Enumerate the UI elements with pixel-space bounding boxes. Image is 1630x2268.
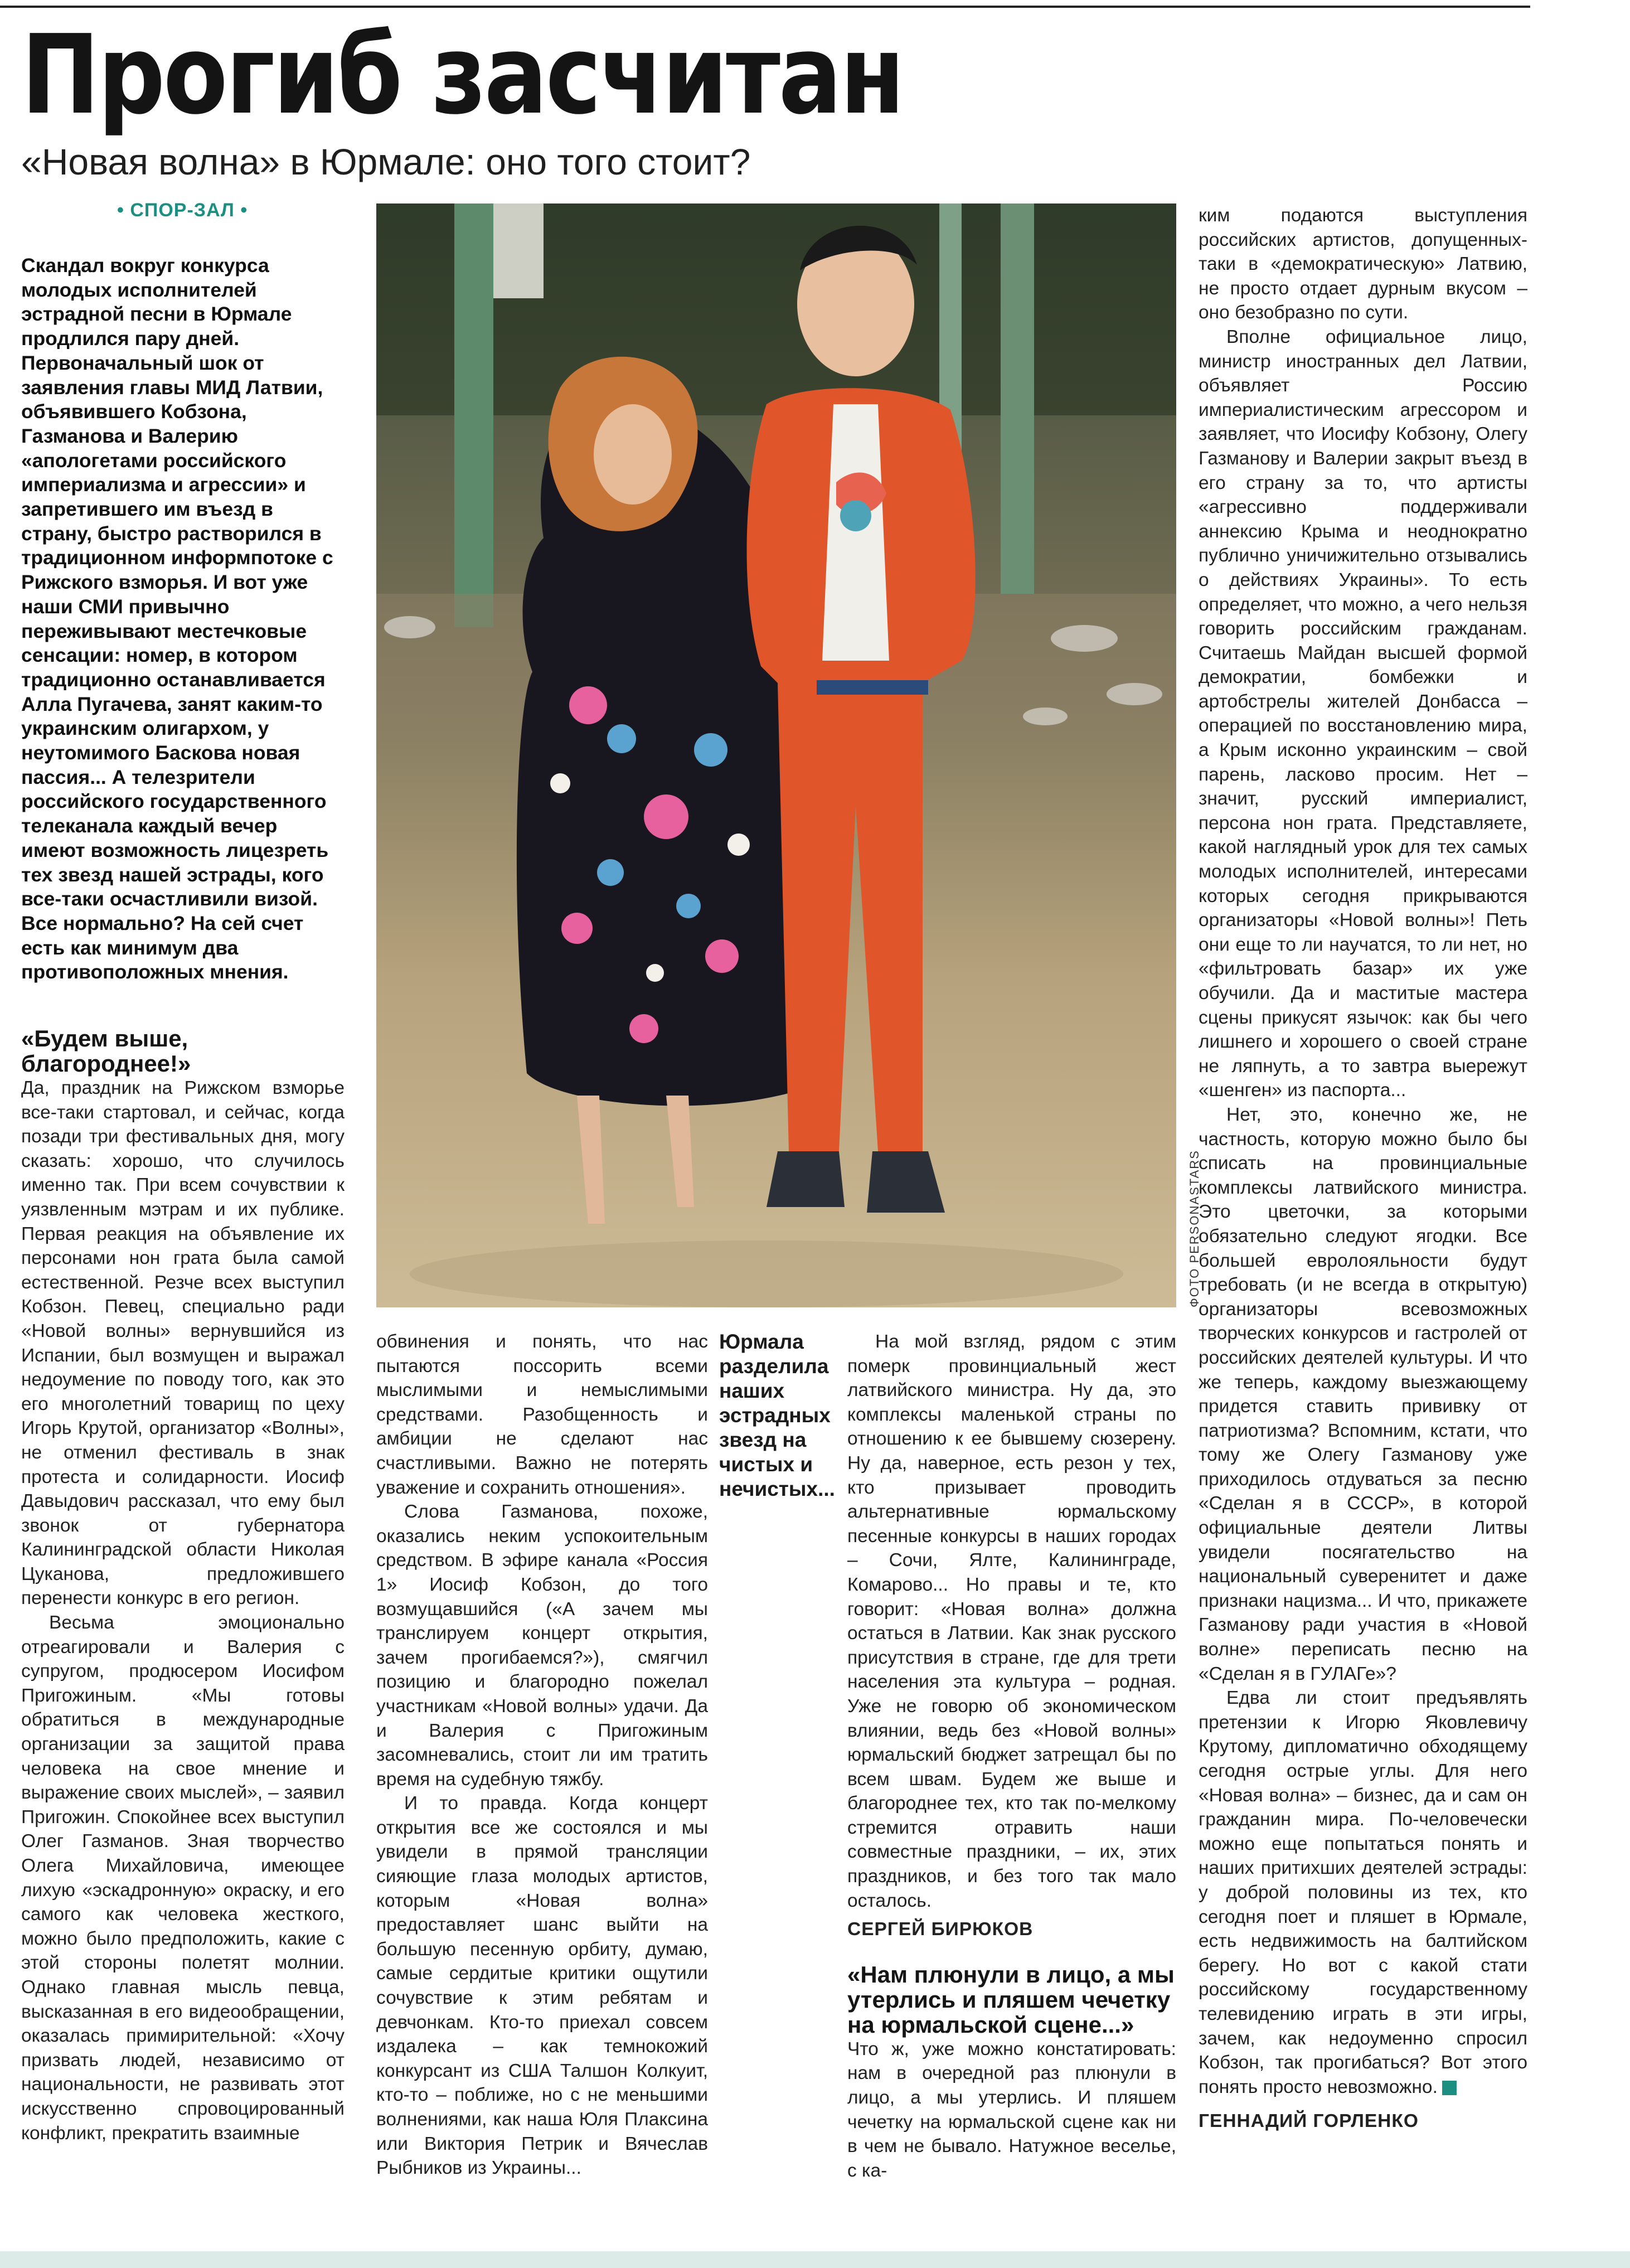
column-1 xyxy=(21,1026,345,2145)
photo-credit: ФОТО PERSONASTARS xyxy=(1187,1150,1201,1307)
subheading-part-2: «Нам плюнули в лицо, а мы утерлись и пляшем чечетку на юрмальской сцене...» xyxy=(847,1961,1175,2038)
author-signature: ГЕННАДИЙ ГОРЛЕНКО xyxy=(1199,2111,1419,2132)
headline: Прогиб засчитан xyxy=(21,12,903,139)
paragraph: Да, праздник на Рижском взморье все-таки стартовал, и сейчас, когда позади три фестивальных дня, могу сказать: хорошо, что случилось именно так. При всем сочувствии к уязвленным мэтрам и их публике. Первая реакция на объявление их персонами нон грата была самой естественной. Резче всех выступил Кобзон. Певец, специально ради «Новой волны» вернувшийся из Испании, был возмущен и выражал недоумение по поводу того, как это его многолетний товарищ по цеху Игорь Крутой, организатор «Волны», не отменил фестиваль в знак протеста и солидарности. Иосиф Давыдович рассказал, что ему был звонок от губернатора Калининградской области Николая Цуканова, предложившего перенести конкурс в его регион. xyxy=(21,1078,345,1609)
column-4 xyxy=(1199,203,1527,2134)
paragraph: И то правда. Когда концерт открытия все же состоялся и мы увидели в прямой трансляции сияющие глаза молодых артистов, которым «Новая волна» предоставляет шанс выйти на большую песенную орбиту, думаю, самые сердитые критики ощутили сочувствие к этим ребятам и девчонкам. Кто-то приехал совсем издалека – как темнокожий конкурсант из США Талшон Колкуит, кто-то – поближе, но с не меньшими волнениями, как наша Юля Плаксина или Виктория Петрик и Вячеслав Рыбников из Украины... xyxy=(376,1793,708,2179)
paragraph: Весьма эмоционально отреагировали и Валерия с супругом, продюсером Иосифом Пригожиным. «Мы готовы обратиться в международные организации за защитой права человека на свое мнение и выражение своих мыслей», – заявил Пригожин. Спокойнее всех выступил Олег Газманов. Зная творчество Олега Михайловича, имеющее лихую «эскадронную» окраску, и его самого как человека жесткого, можно было предположить, какие с этой стороны полетят молнии. Однако главная мысль певца, высказанная в его видеообращении, оказалась примирительной: «Хочу призвать людей, независимо от национальности, не развивать этот искусственно спровоцированный конфликт, прекратить взаимные xyxy=(21,1612,345,2144)
photo-celebrities xyxy=(376,203,1176,1307)
pull-quote: Юрмала разделила наших эстрадных звезд на чистых и нечистых... xyxy=(719,1330,835,1500)
paragraph: Вполне официальное лицо, министр иностранных дел Латвии, объявляет Россию империалистическим агрессором и заявляет, что Иосифу Кобзону, Олегу Газманову и Валерии закрыт въезд в его страну за то, что артисты «агрессивно поддерживали аннексию Крыма и неоднократно публично уничижительно отзывались о действиях Украины». То есть определяет, что можно, а чего нельзя говорить российским гражданам. Считаешь Майдан высшей формой демократии, бомбежки и артобстрелы жителей Донбасса – операцией по восстановлению мира, а Крым исконно украинским – свой парень, ласково просим. Нет – значит, русский империалист, персона нон грата. Представляете, какой наглядный урок для тех самых молодых исполнителей, интересами которых сегодня прикрываются организаторы «Новой волны»! Петь они еще то ли научатся, то ли нет, но «фильтровать базар» их уже обучили. Да и маститые мастера сцены прикусят язычок: как бы чего лишнего и хорошего о своей стране не ляпнуть, а то завтра выережут «шенген» из паспорта... xyxy=(1199,326,1527,1101)
paragraph: ким подаются выступления российских артистов, допущенных-таки в «демократическую» Латвию, не просто отдает дурным вкусом – оно безобразно по сути. xyxy=(1199,205,1527,323)
photo-illustration xyxy=(376,203,1176,1307)
top-rule xyxy=(0,6,1530,8)
lead-paragraph: Скандал вокруг конкурса молодых исполнителей эстрадной песни в Юрмале продлился пару дней. Первоначальный шок от заявления главы МИД Латвии, объявившего Кобзона, Газманова и Валерию «апологетами российского империализма и агрессии» и запретившего им въезд в страну, быстро растворился в традиционном информпотоке с Рижского взморья. И вот уже наши СМИ привычно переживывают местечковые сенсации: номер, в котором традиционно останавливается Алла Пугачева, занят каким-то украинским олигархом, у неутомимого Баскова новая пассия... А телезрители российского государственного телеканала каждый вечер имеют возможность лицезреть тех звезд нашей эстрады, кого все-таки осчастливили визой. Все нормально? На сей счет есть как минимум два противоположных мнения. xyxy=(21,254,333,983)
subheading-part-1: «Будем выше, благороднее!» xyxy=(21,1025,191,1077)
paragraph-text: Едва ли стоит предъявлять претензии к Игорю Яковлевичу Крутому, дипломатично обходящему сегодня острые углы. Для него «Новая волна» – бизнес, да и сам он гражданин мира. По-человечески можно еще попытаться понять и наших притихших деятелей эстрады: у доброй половины из тех, кто сегодня поет и пляшет в Юрмале, есть недвижимость на балтийском берегу. Но вот с какой стати российскому государственному телевидению играть в эти игры, зачем, как недоуменно спросил Кобзон, так прогибаться? Вот этого понять просто невозможно. xyxy=(1199,1688,1527,2097)
bottom-band xyxy=(0,2251,1630,2268)
paragraph xyxy=(1199,1686,1527,2099)
paragraph: На мой взгляд, рядом с этим померк провинциальный жест латвийского министра. Ну да, это комплексы маленькой страны по отношению к ее бывшему сюзерену. Ну да, наверное, есть резон у тех, кто призывает проводить альтернативные юрмальскому песенные конкурсы в наших городах – Сочи, Ялте, Калининграде, Комарово... Но правы и те, кто говорит: «Новая волна» должна остаться в Латвии. Как знак русского присутствия в стране, где для трети населения эта культура – родная. Уже не говорю об экономическом влиянии, ведь без «Новой волны» юрмальский бюджет затрещал бы по всем швам. Будем же выше и благороднее тех, кто так по-мелкому стремится отравить наши совместные праздники, – их, этих праздников, и без того так мало осталось. xyxy=(847,1331,1176,1911)
paragraph: Нет, это, конечно же, не частность, которую можно было бы списать на провинциальные комплексы латвийского министра. Это цветочки, за которыми обязательно следуют ягодки. Все большей евролояльности будут требовать (и не всегда в открытую) организаторы всевозможных творческих конкурсов и гастролей от российских деятелей культуры. И что же теперь, каждому выезжающему придется ставить прививку от патриотизма? Вспомним, кстати, что тому же Олегу Газманову уже приходилось отдуваться за песню «Сделан я в СССР», в которой официальные деятели Литвы увидели посягательство на национальный суверенитет и даже признаки нацизма... И что, прикажете Газманову ради участия в «Новой волне» переписать песню на «Сделан я в ГУЛАГе»? xyxy=(1199,1104,1527,1684)
column-3 xyxy=(847,1330,1176,2183)
author-signature: СЕРГЕЙ БИРЮКОВ xyxy=(847,1919,1034,1940)
paragraph: обвинения и понять, что нас пытаются поссорить всеми мыслимыми и немыслимыми средствами. Разобщенность и амбиции не сделают нас счастливыми. Важно не потерять уважение и сохранить отношения». xyxy=(376,1331,708,1498)
end-mark-icon: Т xyxy=(1442,2081,1457,2095)
column-2 xyxy=(376,1330,708,2180)
lead-column xyxy=(21,254,345,985)
paragraph: Что ж, уже можно констатировать: нам в очередной раз плюнули в лицо, а мы утерлись. И пляшем чечетку на юрмальской сцене как ни в чем не бывало. Натужное веселье, с ка- xyxy=(847,2038,1176,2181)
subtitle: «Новая волна» в Юрмале: оно того стоит? xyxy=(21,141,751,182)
paragraph: Слова Газманова, похоже, оказались неким успокоительным средством. В эфире канала «Россия 1» Иосиф Кобзон, до того возмущавшийся («А зачем мы транслируем концерт открытия, зачем прогибаемся?»), смягчил позицию и благородно пожелал участникам «Новой волны» удачи. Да и Валерия с Пригожиным засомневались, стоит ли им тратить время на судебную тяжбу. xyxy=(376,1501,708,1790)
rubric-label: • СПОР-ЗАЛ • xyxy=(117,200,248,221)
